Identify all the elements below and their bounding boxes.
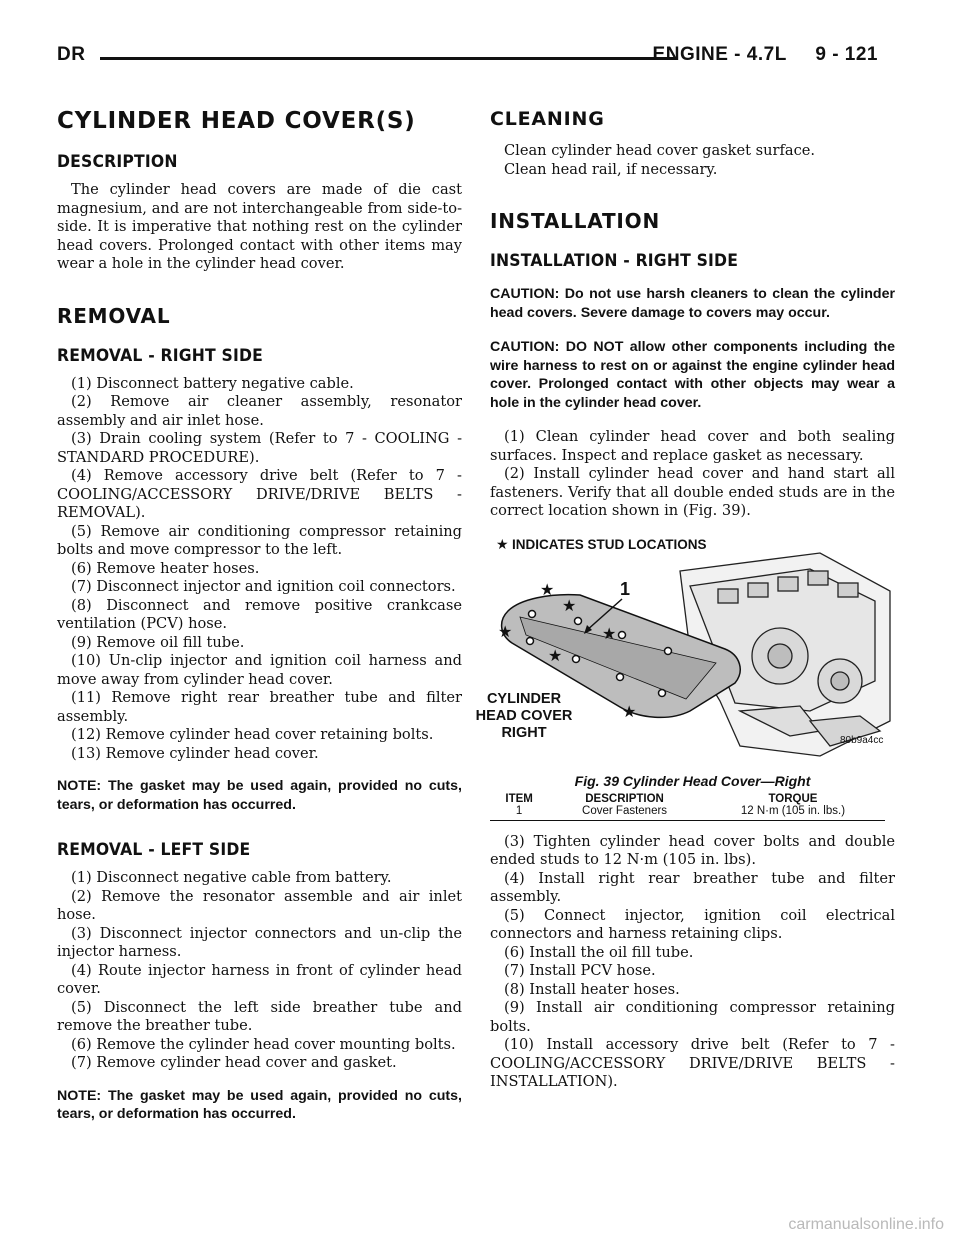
step: (6) Remove heater hoses. bbox=[71, 559, 260, 577]
removal-heading: REMOVAL bbox=[57, 303, 171, 328]
step: (10) Un-clip injector and ignition coil harness and move away from cylinder head cover. bbox=[57, 652, 462, 688]
step: (1) Clean cylinder head cover and both sealing surfaces. Inspect and replace gasket as necessary. bbox=[490, 428, 895, 464]
svg-text:★: ★ bbox=[498, 621, 513, 641]
step: (7) Disconnect injector and ignition coil connectors. bbox=[71, 578, 456, 595]
step: (3) Tighten cylinder head cover bolts and double ended studs to 12 N·m (105 in. lbs). bbox=[490, 832, 895, 868]
svg-text:★: ★ bbox=[622, 701, 637, 721]
step: (10) Install accessory drive belt (Refer to 7 - COOLING/ACCESSORY DRIVE/DRIVE BELTS - INSTALLATION). bbox=[490, 1036, 895, 1090]
step: (5) Remove air conditioning compressor retaining bolts and move compressor to the left. bbox=[57, 522, 462, 558]
step: (5) Disconnect the left side breather tube and remove the breather tube. bbox=[57, 998, 462, 1034]
cleaning-heading: CLEANING bbox=[490, 108, 605, 130]
page-title: CYLINDER HEAD COVER(S) bbox=[57, 108, 416, 134]
stud-legend bbox=[496, 537, 707, 553]
caution-cleaners: CAUTION: Do not use harsh cleaners to clean the cylinder head covers. Severe damage to covers may occur. bbox=[490, 286, 895, 321]
cleaning-line: Clean head rail, if necessary. bbox=[504, 160, 718, 178]
step: (11) Remove right rear breather tube and filter assembly. bbox=[57, 689, 462, 725]
removal-right-heading: REMOVAL - RIGHT SIDE bbox=[57, 345, 263, 366]
step: (9) Remove oil fill tube. bbox=[71, 633, 245, 651]
step: (3) Disconnect injector connectors and un-clip the injector harness. bbox=[57, 924, 462, 960]
figure-cylinder-head-cover bbox=[475, 531, 895, 767]
cover-label-line: RIGHT bbox=[501, 724, 547, 741]
cleaning-line: Clean cylinder head cover gasket surface. bbox=[504, 142, 816, 159]
svg-text:★: ★ bbox=[562, 595, 577, 615]
step: (12) Remove cylinder head cover retaining bolts. bbox=[71, 726, 434, 743]
step: (7) Remove cylinder head cover and gasket. bbox=[71, 1054, 397, 1071]
callout-number: 1 bbox=[620, 578, 631, 599]
step: (8) Install heater hoses. bbox=[504, 980, 680, 998]
step: (6) Install the oil fill tube. bbox=[504, 943, 694, 961]
page-header bbox=[0, 0, 960, 90]
table-cell: 12 N·m (105 in. lbs.) bbox=[701, 805, 885, 821]
step: (2) Remove the resonator assemble and air inlet hose. bbox=[57, 887, 462, 923]
table-header: TORQUE bbox=[768, 792, 818, 805]
step: (9) Install air conditioning compressor retaining bolts. bbox=[490, 999, 895, 1035]
star-icon: ★ bbox=[496, 536, 509, 553]
right-column bbox=[475, 108, 895, 1092]
left-column bbox=[57, 108, 462, 1140]
step: (1) Disconnect battery negative cable. bbox=[71, 374, 354, 392]
step: (5) Connect injector, ignition coil electrical connectors and harness retaining clips. bbox=[490, 906, 895, 942]
svg-text:★: ★ bbox=[548, 645, 563, 665]
step: (4) Remove accessory drive belt (Refer to 7 - COOLING/ACCESSORY DRIVE/DRIVE BELTS - REMOVAL). bbox=[57, 467, 462, 521]
install-right-heading: INSTALLATION - RIGHT SIDE bbox=[490, 251, 739, 271]
header-page-info: ENGINE - 4.7L 9 - 121 bbox=[652, 44, 878, 65]
table-cell: Cover Fasteners bbox=[548, 805, 701, 821]
header-section-code: DR bbox=[57, 44, 86, 65]
step: (2) Install cylinder head cover and hand start all fasteners. Verify that all double ended studs are in the correct location shown in (Fig. 39). bbox=[490, 465, 895, 519]
step: (7) Install PCV hose. bbox=[504, 962, 656, 979]
engine-illustration bbox=[475, 531, 895, 767]
table-header: DESCRIPTION bbox=[585, 792, 664, 805]
header-rule bbox=[100, 57, 678, 60]
step: (13) Remove cylinder head cover. bbox=[71, 744, 319, 762]
figure-legend-table bbox=[490, 793, 885, 821]
cover-label-line: HEAD COVER bbox=[475, 707, 573, 724]
step: (4) Install right rear breather tube and filter assembly. bbox=[490, 869, 895, 905]
watermark: carmanualsonline.info bbox=[788, 1216, 944, 1233]
table-header: ITEM bbox=[505, 792, 533, 805]
step: (1) Disconnect negative cable from battery. bbox=[71, 869, 392, 886]
step: (3) Drain cooling system (Refer to 7 - COOLING - STANDARD PROCEDURE). bbox=[57, 430, 462, 466]
table-row bbox=[490, 805, 885, 821]
removal-right-steps bbox=[57, 375, 462, 764]
step: (8) Disconnect and remove positive crankcase ventilation (PCV) hose. bbox=[57, 596, 462, 632]
removal-left-note: NOTE: The gasket may be used again, provided no cuts, tears, or deformation has occurred. bbox=[57, 1087, 462, 1122]
installation-heading: INSTALLATION bbox=[490, 209, 660, 233]
description-heading: DESCRIPTION bbox=[57, 152, 178, 172]
removal-left-steps bbox=[57, 869, 462, 1073]
figure-caption: Fig. 39 Cylinder Head Cover—Right bbox=[574, 772, 811, 789]
figure-code: 80b9a4cc bbox=[840, 734, 884, 746]
table-cell: 1 bbox=[490, 805, 548, 821]
legend-text: INDICATES STUD LOCATIONS bbox=[512, 536, 707, 552]
step: (2) Remove air cleaner assembly, resonator assembly and air inlet hose. bbox=[57, 393, 462, 429]
caution-harness: CAUTION: DO NOT allow other components including the wire harness to rest on or against the engine cylinder head cover. Prolonged contact with other objects may wear a hole in the cylinder head cover. bbox=[490, 339, 895, 411]
svg-text:★: ★ bbox=[540, 579, 555, 599]
svg-text:★: ★ bbox=[602, 623, 617, 643]
step: (4) Route injector harness in front of cylinder head cover. bbox=[57, 961, 462, 997]
description-text: The cylinder head covers are made of die cast magnesium, and are not interchangeable from side-to-side. It is imperative that nothing rest on the cylinder head covers. Prolonged contact with other items may wear a hole in the cylinder head cover. bbox=[57, 181, 462, 272]
removal-left-heading: REMOVAL - LEFT SIDE bbox=[57, 840, 251, 860]
cover-label-line: CYLINDER bbox=[486, 690, 562, 707]
step: (6) Remove the cylinder head cover mounting bolts. bbox=[71, 1035, 456, 1053]
cover-label bbox=[476, 691, 573, 741]
removal-right-note: NOTE: The gasket may be used again, provided no cuts, tears, or deformation has occurred. bbox=[57, 778, 462, 813]
